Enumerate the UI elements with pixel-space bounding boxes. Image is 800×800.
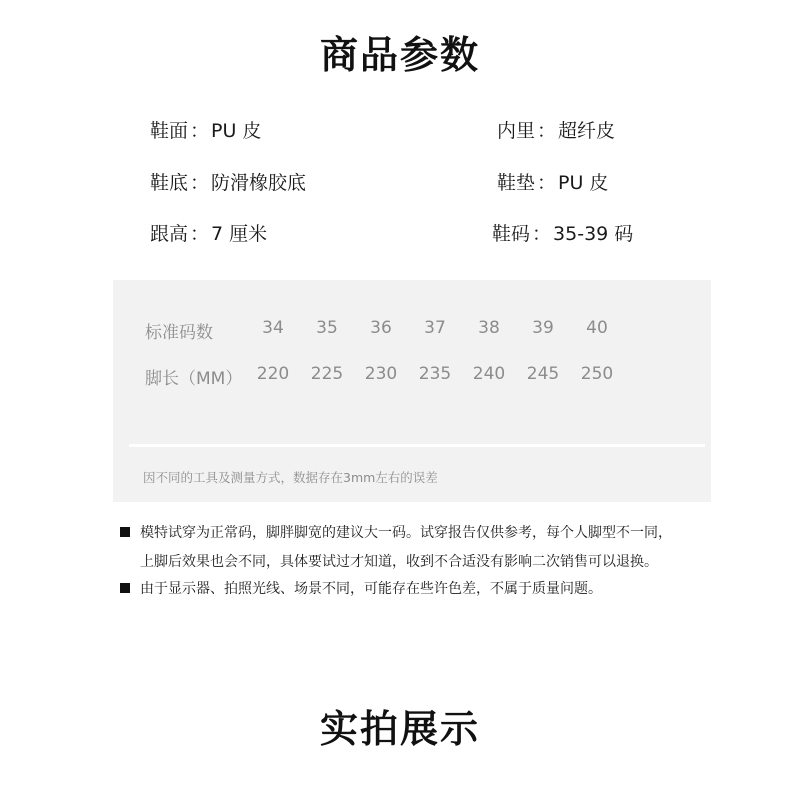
param-heel-label: 跟高 — [150, 223, 189, 245]
length-cell: 220 — [256, 364, 290, 384]
param-heel-height — [150, 219, 267, 246]
size-cell: 36 — [370, 318, 392, 338]
length-cell: 230 — [364, 364, 398, 384]
param-insole — [497, 168, 608, 195]
note-item — [120, 522, 672, 542]
size-row-length-label: 脚长（MM） — [145, 369, 243, 389]
param-upper — [150, 116, 261, 143]
param-size-range — [492, 219, 633, 246]
param-size-value: 35-39 码 — [553, 223, 634, 245]
param-upper-label: 鞋面 — [150, 120, 189, 142]
size-cell: 34 — [262, 318, 284, 338]
size-cell: 40 — [586, 318, 608, 338]
note-text: 由于显示器、拍照光线、场景不同，可能存在些许色差，不属于质量问题。 — [140, 581, 602, 597]
param-lining-value: 超纤皮 — [558, 120, 616, 142]
length-cell: 235 — [418, 364, 452, 384]
colon: ： — [190, 120, 210, 142]
colon: ： — [532, 223, 552, 245]
note-item-continuation — [120, 551, 658, 571]
product-params-heading: 商品参数 — [319, 33, 480, 77]
length-cell: 225 — [310, 364, 344, 384]
param-sole-label: 鞋底 — [150, 172, 189, 194]
size-cell: 37 — [424, 318, 446, 338]
colon: ： — [537, 172, 557, 194]
param-lining — [497, 116, 615, 143]
divider — [129, 444, 705, 447]
colon: ： — [190, 172, 210, 194]
param-insole-value: PU 皮 — [558, 172, 609, 194]
colon: ： — [190, 223, 210, 245]
size-cell: 39 — [532, 318, 554, 338]
note-text: 上脚后效果也会不同，具体要试过才知道，收到不合适没有影响二次销售可以退换。 — [140, 554, 658, 570]
square-bullet-icon — [120, 583, 130, 593]
param-upper-value: PU 皮 — [211, 120, 262, 142]
real-photos-heading: 实拍展示 — [319, 707, 480, 751]
length-cell: 240 — [472, 364, 506, 384]
square-bullet-icon — [120, 527, 130, 537]
note-text: 模特试穿为正常码，脚胖脚宽的建议大一码。试穿报告仅供参考，每个人脚型不一同， — [140, 525, 672, 541]
size-chart-panel — [113, 280, 711, 502]
param-heel-value: 7 厘米 — [211, 223, 268, 245]
colon: ： — [537, 120, 557, 142]
param-sole-value: 防滑橡胶底 — [211, 172, 307, 194]
measurement-note: 因不同的工具及测量方式，数据存在3mm左右的误差 — [143, 470, 438, 485]
param-insole-label: 鞋垫 — [497, 172, 536, 194]
param-sole — [150, 168, 306, 195]
size-cell: 38 — [478, 318, 500, 338]
size-cell: 35 — [316, 318, 338, 338]
note-item — [120, 578, 602, 598]
size-row-standard-label: 标准码数 — [145, 323, 213, 343]
length-cell: 250 — [580, 364, 614, 384]
param-size-label: 鞋码 — [492, 223, 531, 245]
length-cell: 245 — [526, 364, 560, 384]
param-lining-label: 内里 — [497, 120, 536, 142]
